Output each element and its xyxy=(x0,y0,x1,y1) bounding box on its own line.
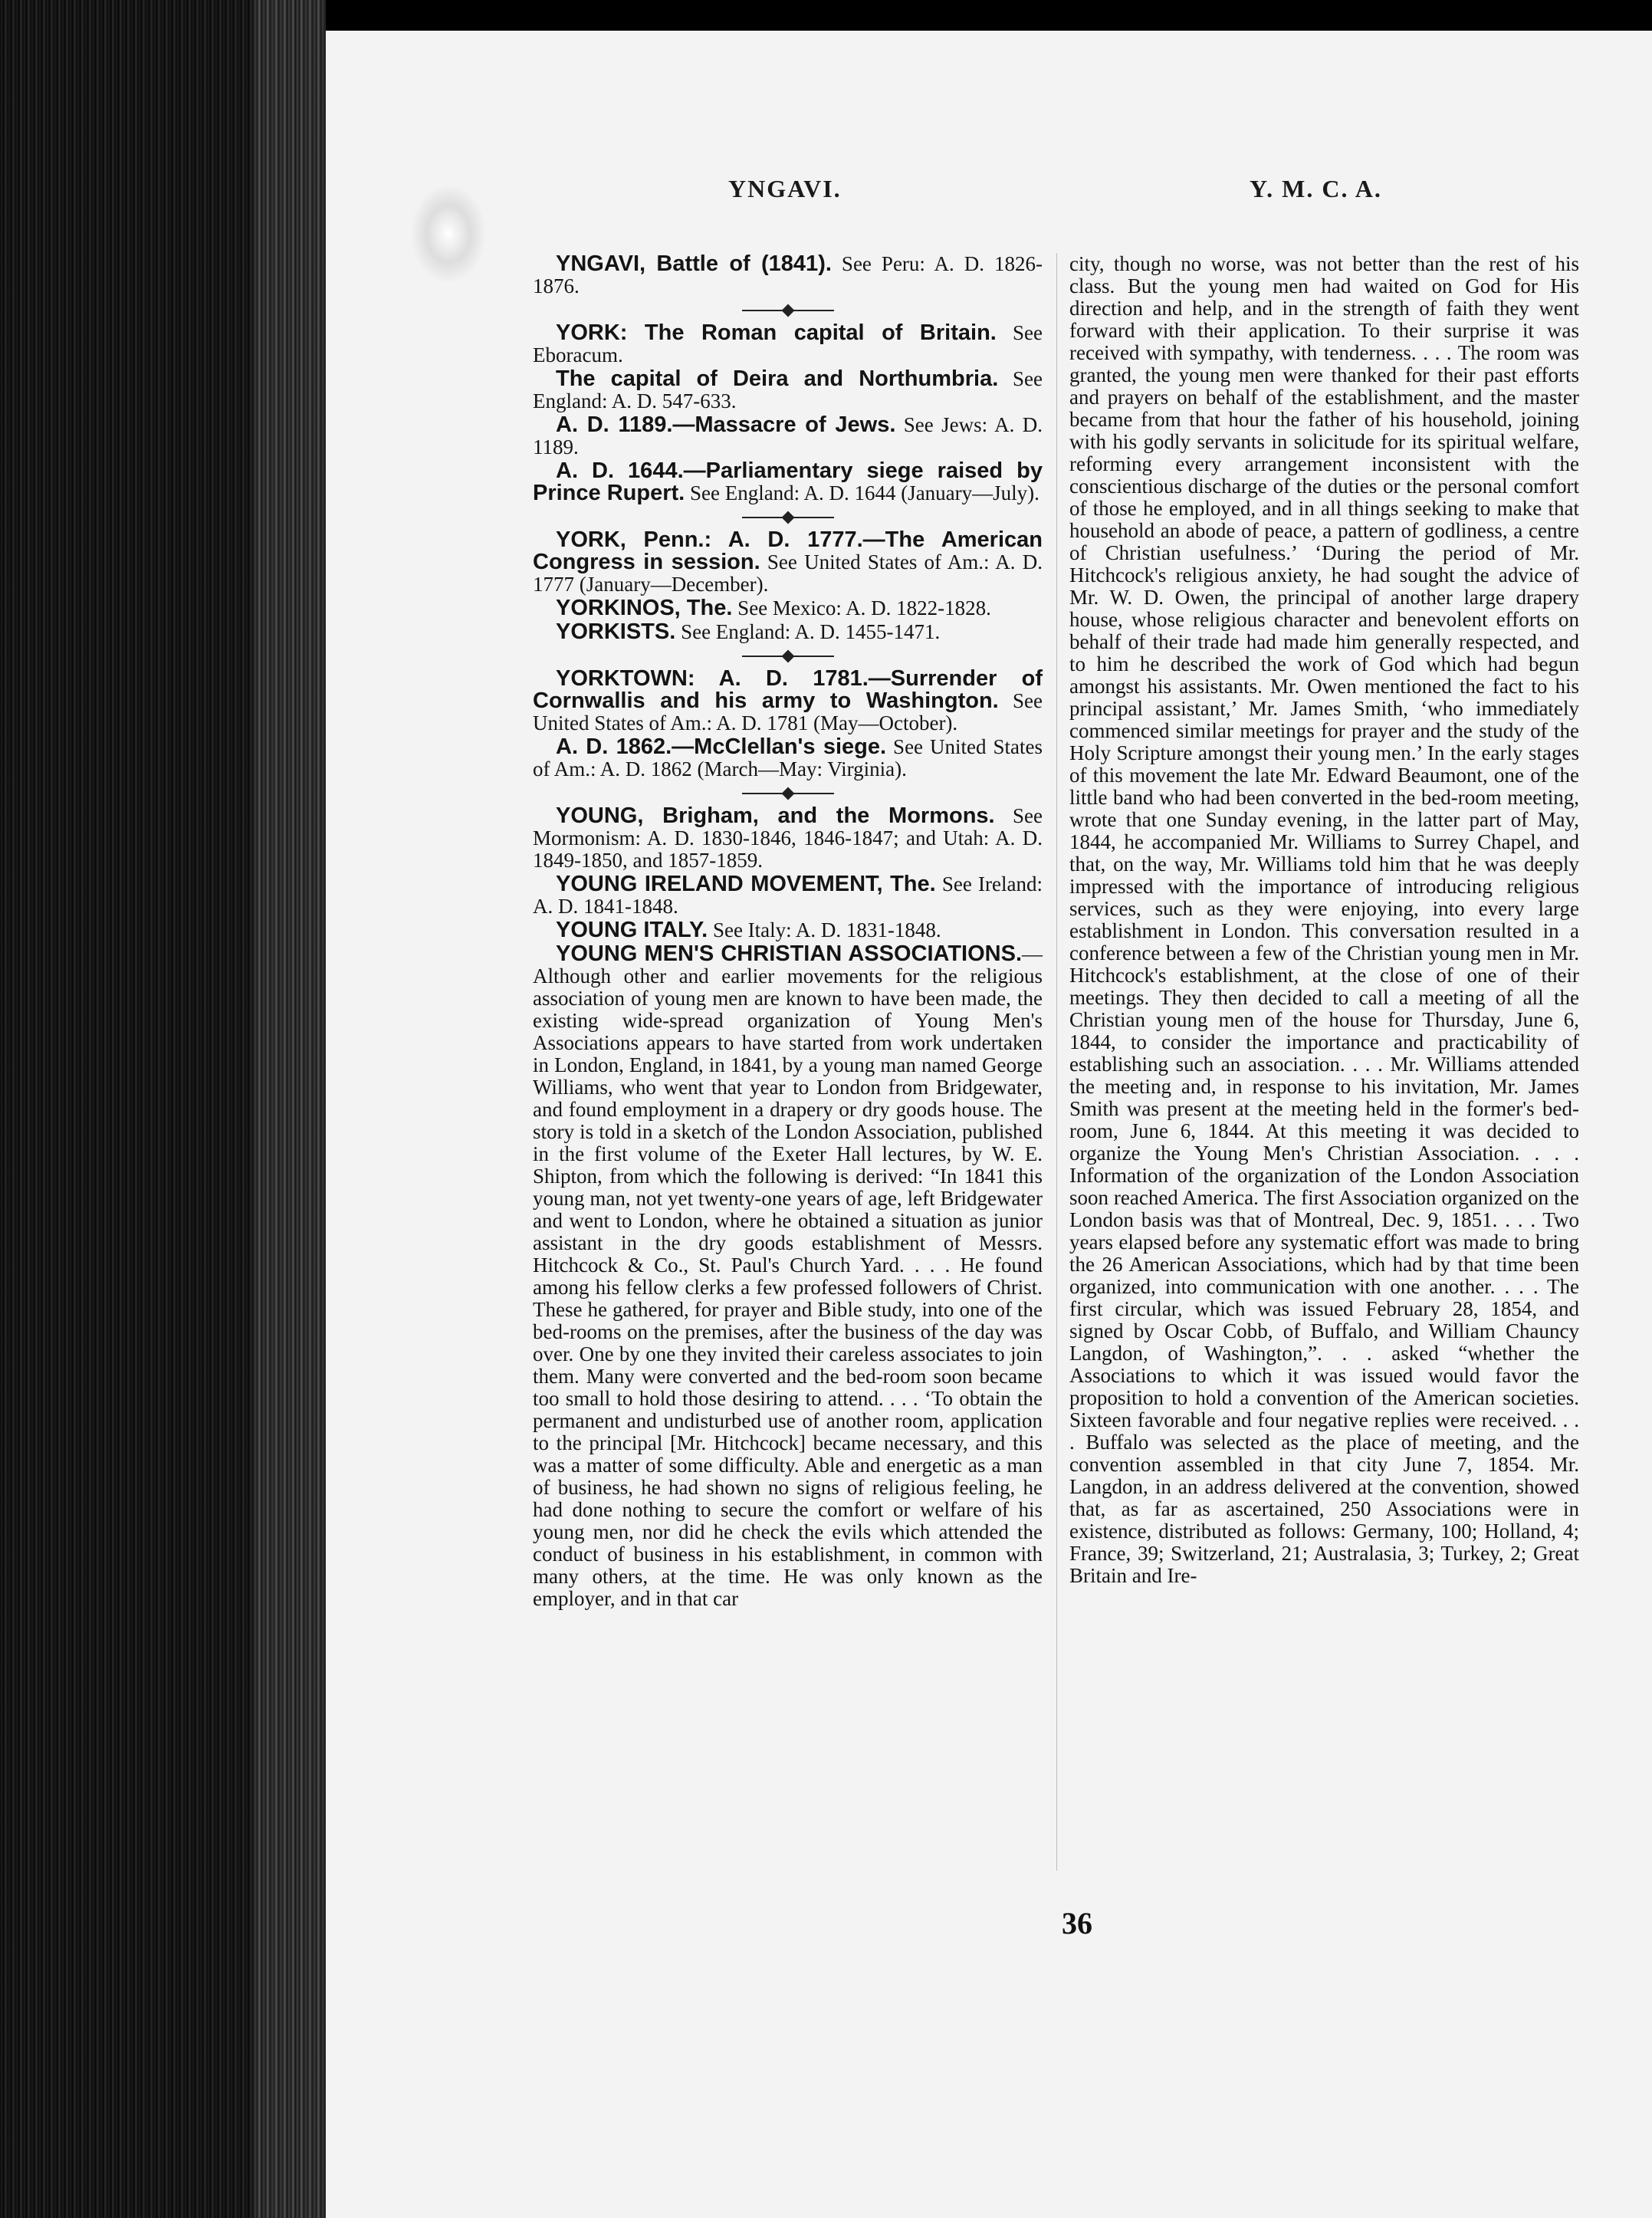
page-number: 36 xyxy=(1062,1906,1092,1940)
entry-ymca: YOUNG MEN'S CHRISTIAN ASSOCIATIONS.—Although other and earlier movements for the religious association of young men are known to have been made, the existing wide-spread organization of Young Men's Associations appears to have started from work undertaken in London, England, in 1841, by a young man named George Williams, who went that year to London from Bridgewater, and found employment in a drapery or dry goods house. The story is told in a sketch of the London Association, published in the first volume of the Exeter Hall lectures, by W. E. Shipton, from which the following is derived: “In 1841 this young man, not yet twenty-one years of age, left Bridgewater and went to London, where he obtained a situation as junior assistant in the dry goods establishment of Messrs. Hitchcock & Co., St. Paul's Church Yard. . . . He found among his fellow clerks a few professed followers of Christ. These he gathered, for prayer and Bible study, into one of the bed-rooms on the premises, after the business of the day was over. One by one they invited their careless associates to join them. Many were converted and the bed-room soon became too small to hold those desiring to attend. . . . ‘To obtain the permanent and undisturbed use of another room, application to the principal [Mr. Hitchcock] became necessary, and this was a matter of some difficulty. Able and energetic as a man of business, he had shown no signs of religious feeling, he had done nothing to secure the comfort or welfare of his young men, nor did he check the evils which attended the conduct of business in his establishment, in common with many others, at the time. He was only known as the employer, and in that car xyxy=(533,941,1043,1610)
scan-edge-strip xyxy=(253,0,326,2218)
entry-yorktown: YORKTOWN: A. D. 1781.—Surrender of Cornwallis and his army to Washington. See United States of Am.: A. D. 1781 (May—October). xyxy=(533,666,1043,734)
entry-young-italy: YOUNG ITALY. See Italy: A. D. 1831-1848. xyxy=(556,918,941,942)
right-column xyxy=(1069,253,1579,1589)
ymca-continuation: city, though no worse, was not better than the rest of his class. But the young men had waited on God for His direction and help, and in the strength of faith they went forward with their application. To their surprise it was received with sympathy, with tenderness. . . . The room was granted, the young men were thanked for their past efforts and prayers on behalf of the establishment, and the master became from that hour the father of his household, joining with his godly servants in solicitude for its spiritual welfare, reforming every arrangement inconsistent with the conscientious discharge of the duties or the personal comfort of those he employed, and in all things seeking to make that household an abode of peace, a pattern of godliness, a centre of Christian usefulness.’ ‘During the period of Mr. Hitchcock's religious anxiety, he had sought the advice of Mr. W. D. Owen, the principal of another large drapery house, whose religious character and benevolent efforts on behalf of their trade had made him generally respected, and to him he described the work of God which had begun amongst his assistants. Mr. Owen mentioned the fact to his principal assistant,’ Mr. James Smith, ‘who immediately commenced similar meetings for prayer and the study of the Holy Scripture amongst their young men.’ In the early stages of this movement the late Mr. Edward Beaumont, one of the little band who had been converted in the bed-room meeting, wrote that one Sunday evening, in the latter part of May, 1844, he accompanied Mr. Williams to Surrey Chapel, and that, on the way, Mr. Williams told him that he was deeply impressed with the importance of introducing religious services, such as they were enjoying, into every large establishment in London. This conversation resulted in a conference between a few of the Christian young men in Mr. Hitchcock's establishment, at the close of one of their meetings. They then decided to call a meeting of all the Christian young men of the house for Thursday, June 6, 1844, to consider the importance and practicability of establishing such an association. . . . Mr. Williams attended the meeting and, in response to his invitation, Mr. James Smith was present at the meeting held in the former's bed-room, June 6, 1844. At this meeting it was decided to organize the Young Men's Christian Association. . . . Information of the organization of the London Association soon reached America. The first Association organized on the London basis was that of Montreal, Dec. 9, 1851. . . . Two years elapsed before any systematic effort was made to bring the 26 American Associations, which had by that time been organized, into communication with one another. . . . The first circular, which was issued February 28, 1854, and signed by Oscar Cobb, of Buffalo, and William Chauncy Langdon, of Washington,”. . . asked “whether the Associations to which it was issued would favor the proposition to hold a convention of the American societies. Sixteen favorable and four negative replies were received. . . . Buffalo was selected as the place of meeting, and the convention assembled in that city June 7, 1854. Mr. Langdon, in an address delivered at the convention, showed that, as far as ascertained, 250 Associations were in existence, distributed as follows: Germany, 100; Holland, 4; France, 39; Switzerland, 21; Australasia, 3; Turkey, 2; Great Britain and Ire- xyxy=(1069,252,1579,1587)
entry-york: YORK: The Roman capital of Britain. See Eboracum. xyxy=(533,320,1043,366)
scan-border-left xyxy=(0,0,326,2218)
running-head-left: YNGAVI. xyxy=(728,175,842,202)
entry-yngavi: YNGAVI, Battle of (1841). See Peru: A. D. 1826-1876. xyxy=(533,251,1043,297)
entry-york-1189: A. D. 1189.—Massacre of Jews. See Jews: A. D. 1189. xyxy=(533,412,1043,458)
entry-separator xyxy=(742,304,834,317)
paper-damage-spot xyxy=(410,184,487,284)
entry-york-deira: The capital of Deira and Northumbria. See England: A. D. 547-633. xyxy=(533,366,1043,412)
entry-separator xyxy=(742,787,834,800)
entry-yorkists: YORKISTS. See England: A. D. 1455-1471. xyxy=(556,619,941,644)
entry-young-brigham: YOUNG, Brigham, and the Mormons. See Mormonism: A. D. 1830-1846, 1846-1847; and Utah: A. D. 1849-1850, and 1857-1859. xyxy=(533,803,1043,872)
entry-yorkinos: YORKINOS, The. See Mexico: A. D. 1822-1828. xyxy=(556,596,991,620)
left-column xyxy=(533,253,1043,1612)
entry-young-ireland: YOUNG IRELAND MOVEMENT, The. See Ireland: A. D. 1841-1848. xyxy=(533,872,1043,918)
entry-yorktown-1862: A. D. 1862.—McClellan's siege. See United States of Am.: A. D. 1862 (March—May: Virginia). xyxy=(533,734,1043,780)
entry-separator xyxy=(742,649,834,663)
entry-york-penn: YORK, Penn.: A. D. 1777.—The American Congress in session. See United States of Am.: A. D. 1777 (January—December). xyxy=(533,527,1043,596)
entry-separator xyxy=(742,511,834,524)
entry-york-1644: A. D. 1644.—Parliamentary siege raised by Prince Rupert. See England: A. D. 1644 (January—July). xyxy=(533,458,1043,505)
running-head-right: Y. M. C. A. xyxy=(1250,175,1382,202)
column-divider xyxy=(1056,253,1057,1871)
